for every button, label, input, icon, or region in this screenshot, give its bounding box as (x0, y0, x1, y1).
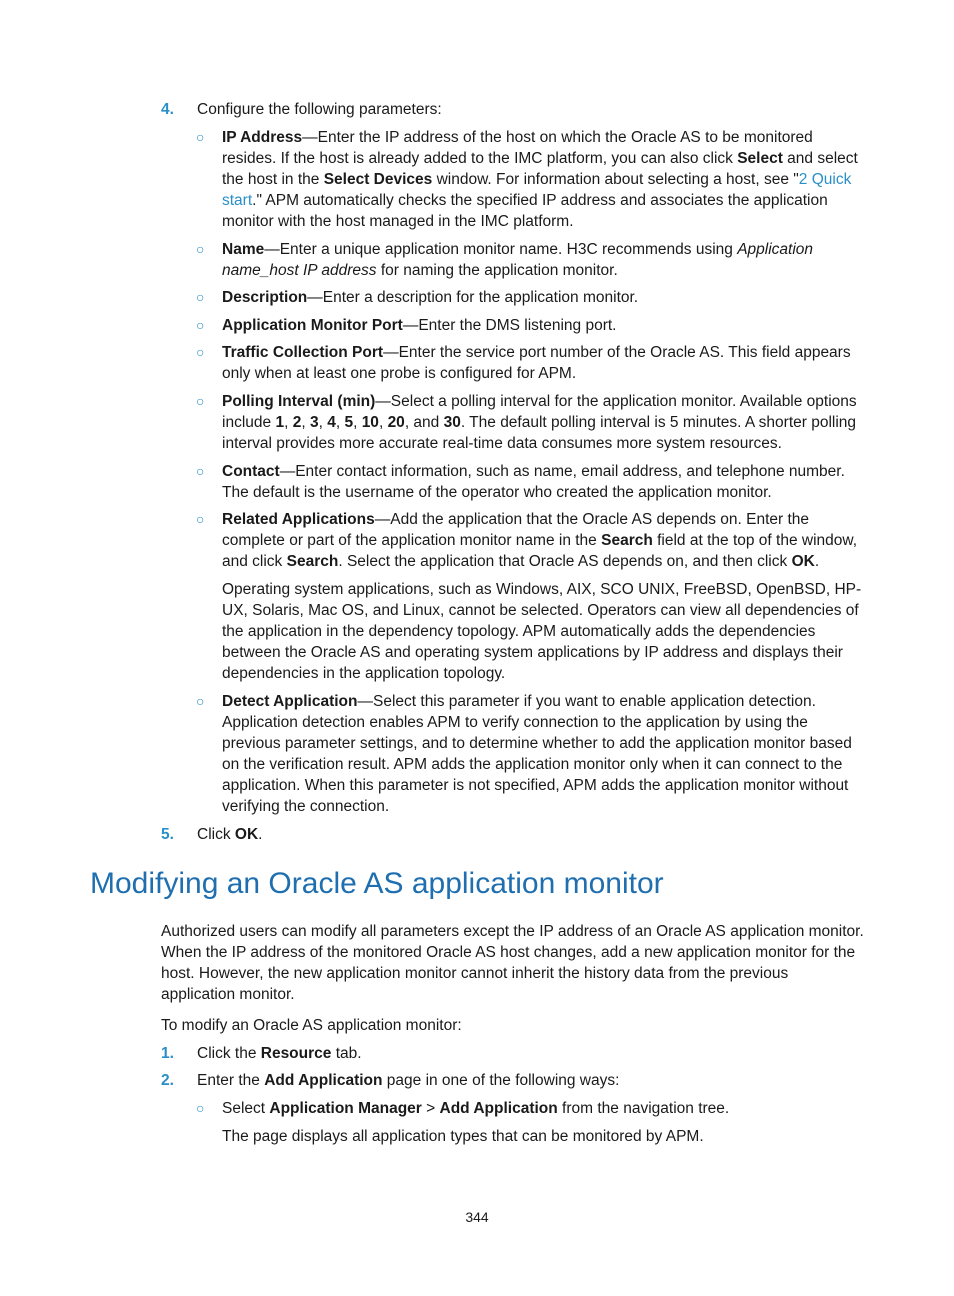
param-label: Related Applications (222, 511, 375, 528)
bullet-icon: ○ (196, 241, 205, 257)
step-text: Click the Resource tab. (197, 1045, 362, 1062)
param-label: Description (222, 289, 308, 306)
param-text: Contact—Enter contact information, such as name, email address, and telephone number. The default is the username of the operator who created the application monitor. (222, 463, 845, 501)
section-lead: To modify an Oracle AS application monitor: (161, 1017, 462, 1034)
param-label: Polling Interval (min) (222, 393, 376, 410)
param-label: IP Address (222, 129, 303, 146)
step-number: 4. (161, 101, 174, 118)
option-text: Select Application Manager > Add Application from the navigation tree. (222, 1100, 730, 1117)
step-text: Enter the Add Application page in one of the following ways: (197, 1072, 620, 1089)
param-text: IP Address—Enter the IP address of the host on which the Oracle AS to be monitored resides. If the host is already added to the IMC platform, you can also click Select and select the host in the Select Devices window. For information about selecting a host, see "2 Quick start." APM automatically checks the specified IP address and associates the application monitor with the host managed in the IMC platform. (222, 129, 858, 230)
bullet-icon: ○ (196, 463, 205, 479)
param-label: Name (222, 241, 265, 258)
step-text: Click OK. (197, 826, 263, 843)
param-text: Name—Enter a unique application monitor name. H3C recommends using Application name_host IP address for naming the application monitor. (222, 241, 814, 279)
bullet-icon: ○ (196, 393, 205, 409)
bullet-icon: ○ (196, 693, 205, 709)
bullet-icon: ○ (196, 129, 205, 145)
step-number: 1. (161, 1045, 174, 1062)
quick-start-link[interactable]: 2 Quick start (222, 171, 852, 209)
param-label: Traffic Collection Port (222, 344, 384, 361)
bullet-icon: ○ (196, 511, 205, 527)
bullet-icon: ○ (196, 344, 205, 360)
param-text: Polling Interval (min)—Select a polling interval for the application monitor. Available options include 1, 2, 3, 4, 5, 10, 20, and 30. The default polling interval is 5 minutes. A shorter polling interval provides more accurate real-time data consumes more system resources. (222, 393, 857, 452)
param-label: Detect Application (222, 693, 358, 710)
bullet-icon: ○ (196, 317, 205, 333)
param-text: Description—Enter a description for the application monitor. (222, 289, 639, 306)
step-text: Configure the following parameters: (197, 101, 442, 118)
param-text: Detect Application—Select this parameter if you want to enable application detection. Application detection enables APM to verify connection to the application by using the previous parameter settings, and to determine whether to add the application monitor based on the verification result. APM adds the application monitor only when it can connect to the application. When this parameter is not specified, APM adds the application monitor without verifying the connection. (222, 693, 852, 815)
page-number: 344 (465, 1209, 489, 1225)
bullet-icon: ○ (196, 1100, 205, 1116)
step-number: 5. (161, 826, 174, 843)
param-label: Application Monitor Port (222, 317, 403, 334)
section-title: Modifying an Oracle AS application monitor (90, 867, 664, 900)
param-text: Application Monitor Port—Enter the DMS listening port. (222, 317, 617, 334)
param-label: Contact (222, 463, 280, 480)
param-text: Related Applications—Add the application that the Oracle AS depends on. Enter the complete or part of the application monitor name in the Search field at the top of the window, and click Search. Select the application that Oracle AS depends on, and then click OK. (222, 511, 858, 570)
param-text: Traffic Collection Port—Enter the service port number of the Oracle AS. This field appears only when at least one probe is configured for APM. (222, 344, 851, 382)
section-intro: Authorized users can modify all parameters except the IP address of an Oracle AS application monitor. When the IP address of the monitored Oracle AS host changes, add a new application monitor for the host. However, the new application monitor cannot inherit the history data from the previous application monitor. (161, 923, 864, 1003)
step-number: 2. (161, 1072, 174, 1089)
option-note: The page displays all application types that can be monitored by APM. (222, 1128, 704, 1145)
related-applications-note: Operating system applications, such as Windows, AIX, SCO UNIX, FreeBSD, OpenBSD, HP-UX, Solaris, Mac OS, and Linux, cannot be selected. Operators can view all dependencies of the application in the dependency topology. APM automatically adds the dependencies between the Oracle AS and operating system applications by IP address and displays their dependencies in the application topology. (222, 581, 862, 682)
bullet-icon: ○ (196, 289, 205, 305)
